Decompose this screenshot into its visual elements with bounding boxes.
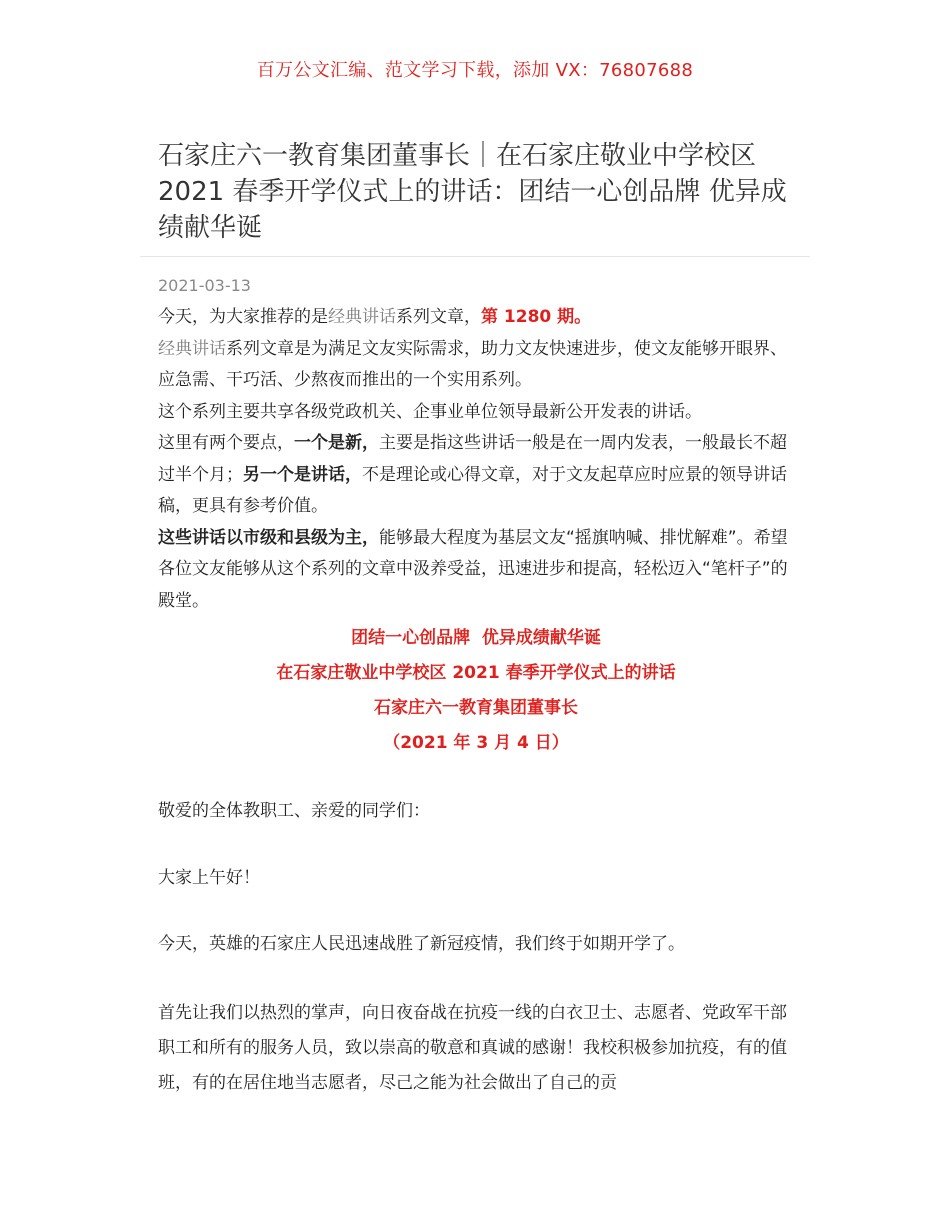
intro-text: 系列文章是为满足文友实际需求，助力文友快速进步，使文友能够开眼界、应急需、干巧活、少熬夜而推出的一个实用系列。 (158, 338, 787, 390)
speech-header (158, 621, 794, 761)
key-point-1: 一个是新， (294, 433, 379, 453)
intro-text: 这里有两个要点， (158, 433, 294, 453)
intro-paragraph-5 (158, 523, 794, 618)
speech-date: （2021 年 3 月 4 日） (383, 733, 569, 753)
key-point-2: 另一个是讲话， (243, 464, 362, 485)
promo-banner: 百万公文汇编、范文学习下载，添加 VX：76807688 (256, 60, 694, 81)
key-point-3: 这些讲话以市级和县级为主， (158, 527, 379, 548)
series-name: 经典讲话 (158, 338, 226, 359)
intro-text: 能够最大程度为基层文友“摇旗呐喊、排忧解难”。希望各位文友能够从这个系列的文章中汲养受益，迅速进步和提高，轻松迈入“笔杆子”的殿堂。 (158, 527, 788, 611)
intro-paragraph-1 (158, 302, 794, 334)
intro-text: 今天，为大家推荐的是 (158, 307, 328, 327)
publish-date: 2021-03-13 (158, 276, 251, 295)
title-divider (140, 256, 810, 257)
body-paragraph-1: 敬爱的全体教职工、亲爱的同学们： (158, 801, 430, 821)
article-content (158, 302, 794, 1101)
speech-occasion: 在石家庄敬业中学校区 2021 春季开学仪式上的讲话 (276, 663, 676, 683)
intro-text: 系列文章， (396, 307, 481, 327)
body-paragraph-3: 今天，英雄的石家庄人民迅速战胜了新冠疫情，我们终于如期开学了。 (158, 934, 685, 954)
speaker: 石家庄六一教育集团董事长 (374, 698, 578, 718)
intro-text: 主要是指这些讲话一般是在一周内发表，一般最长不超过半个月； (158, 433, 787, 485)
body-paragraph-4: 首先让我们以热烈的掌声，向日夜奋战在抗疫一线的白衣卫士、志愿者、党政军干部职工和所有的服务人员，致以崇高的敬意和真诚的感谢！我校积极参加抗疫，有的值班，有的在居住地当志愿者，尽己之能为社会做出了自己的贡 (158, 1002, 787, 1093)
intro-paragraph-2 (158, 334, 794, 397)
intro-paragraph-3: 这个系列主要共享各级党政机关、企事业单位领导最新公开发表的讲话。 (158, 401, 702, 422)
series-name: 经典讲话 (328, 307, 396, 327)
article-title: 石家庄六一教育集团董事长｜在石家庄敬业中学校区 2021 春季开学仪式上的讲话：团结一心创品牌 优异成绩献华诞 (158, 141, 787, 243)
intro-text: 不是理论或心得文章，对于文友起草应时应景的领导讲话稿，更具有参考价值。 (158, 464, 787, 516)
issue-number: 第 1280 期。 (481, 307, 592, 327)
intro-paragraph-4 (158, 428, 794, 523)
speech-title: 团结一心创品牌 优异成绩献华诞 (351, 628, 601, 648)
body-paragraph-2: 大家上午好！ (158, 867, 260, 888)
